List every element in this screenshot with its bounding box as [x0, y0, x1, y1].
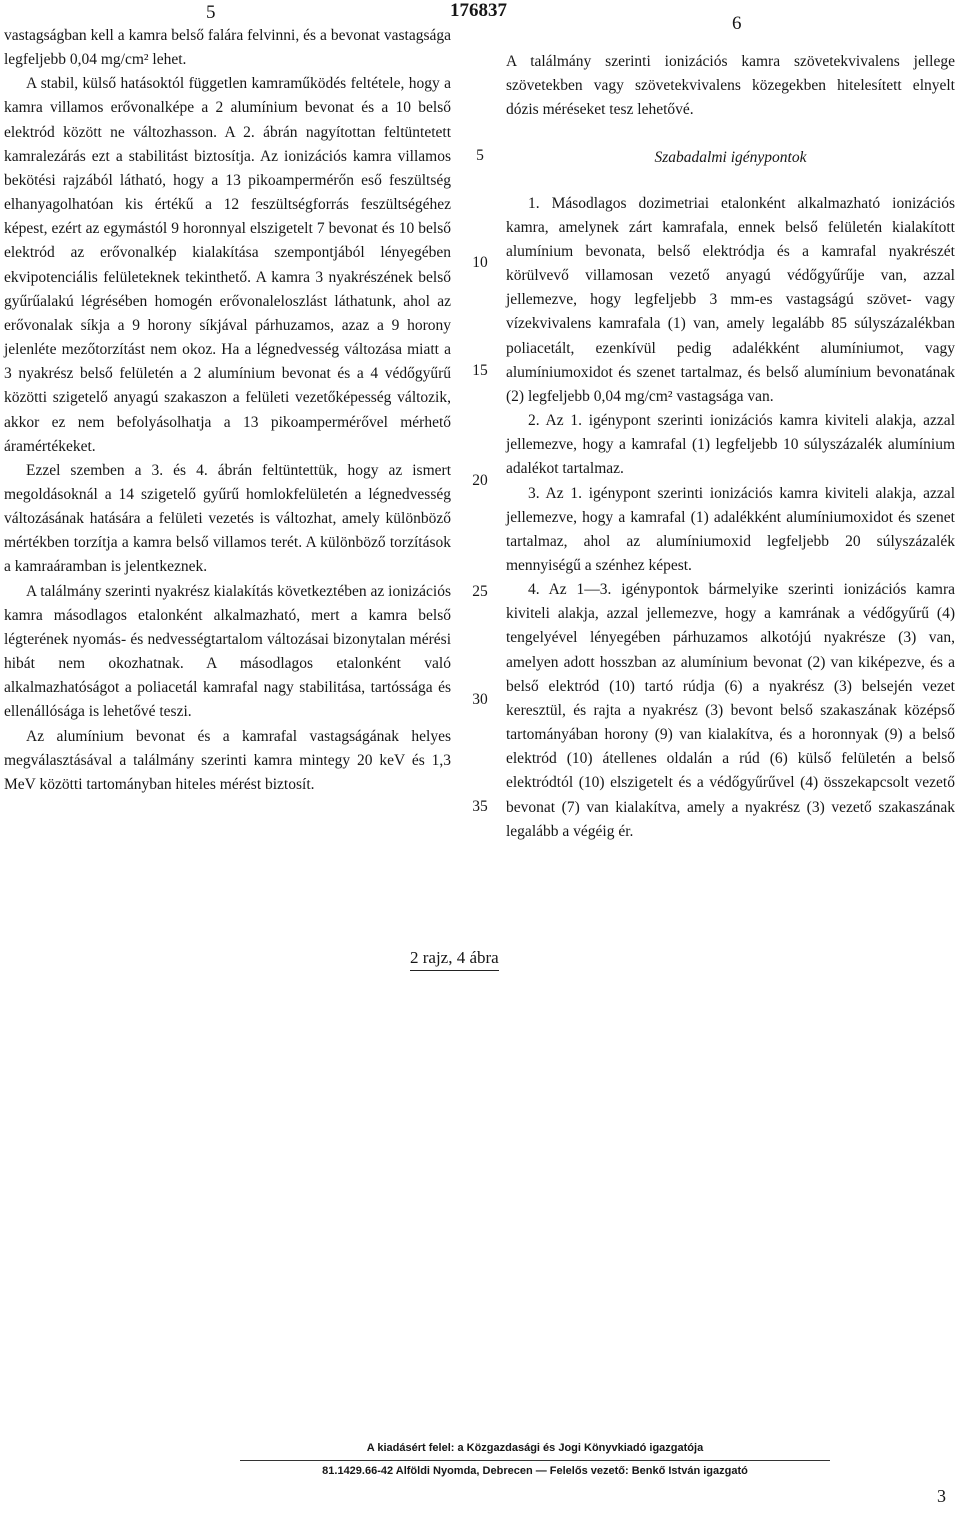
line-number: 10	[472, 254, 488, 271]
printer-line: 81.1429.66-42 Alföldi Nyomda, Debrecen — Felelős vezető: Benkő István igazgató	[322, 1465, 748, 1477]
right-column	[506, 50, 955, 844]
claim-paragraph: 4. Az 1—3. igénypontok bármelyike szerinti ionizációs kamra kiviteli alakja, azzal jellemezve, hogy a kamrának a védőgyűrű (4) tengelyével lényegében párhuzamos alkotójú nyakrésze (3) van, amelyen adott hosszban az alumínium bevonat (2) van kiképezve, és a belső elektród (10) tartó rúdja (6) a nyakrész (3) belsején vezet keresztül, és rajta a nyakrész (3) bevont belső szakaszának középső tartományában horony (9) van kialakítva, és a horonnyak (9) a belső elektród (10) átellenes oldalán a rúd (6) külső felületén a belső elektródtól (10) elszigetelt és a védőgyűrűvel (4) összekapcsolt vezető bevonat (7) van kialakítva, amely a nyakrész (3) vezető szakaszának legalább a végéig ér.	[506, 581, 955, 840]
left-paragraph: Ezzel szemben a 3. és 4. ábrán feltüntettük, hogy az ismert megoldásoknál a 14 szigetelő gyűrű homlokfelületén a légnedvesség változásának hatására a felületi vezetés is változhat, amely különböző mértékben torzítja a kamra belső villamos terét. A különböző torzítások a kamraáramban is jelentkeznek.	[4, 461, 451, 576]
line-number: 30	[472, 691, 488, 708]
sheet-number: 3	[937, 1486, 946, 1506]
line-number: 20	[472, 472, 488, 489]
page-number-left: 5	[206, 2, 216, 23]
left-paragraph: A találmány szerinti nyakrész kialakítás következtében az ionizációs kamra másodlagos etalonként alkalmazható, mert a kamra belső légterének nyomás- és nedvességtartalom változásai bizonytalan mérési hibát nem okozhatnak. A másodlagos etalonként való alkalmazhatóságot a poliacetál kamrafal nagy stabilitása, tartóssága és ellenállósága is lehetővé teszi.	[4, 582, 451, 721]
claim-paragraph: 2. Az 1. igénypont szerinti ionizációs kamra kiviteli alakja, azzal jellemezve, hogy a kamrafal (1) legfeljebb 10 súlyszázalék alumínium adalékot tartalmaz.	[506, 412, 955, 478]
claims-heading: Szabadalmi igénypontok	[654, 149, 807, 167]
footer-rule	[240, 1460, 830, 1461]
line-number: 5	[476, 147, 484, 164]
publisher-line: A kiadásért felel: a Közgazdasági és Jogi Könyvkiadó igazgatója	[366, 1442, 704, 1454]
drawings-note: 2 rajz, 4 ábra	[410, 948, 499, 971]
left-column	[4, 24, 451, 797]
line-number: 35	[472, 798, 488, 815]
line-number: 25	[472, 583, 488, 600]
left-paragraph: vastagságban kell a kamra belső falára felvinni, és a bevonat vastagsága legfeljebb 0,04 mg/cm² lehet.	[4, 27, 451, 69]
line-number: 15	[472, 362, 488, 379]
claim-paragraph: 3. Az 1. igénypont szerinti ionizációs kamra kiviteli alakja, azzal jellemezve, hogy a kamrafal (1) adalékként alumíniumoxidot és szenet tartalmaz, ahol az alumíniumoxid legfeljebb 20 súlyszázalék mennyiségű a szénhez képest.	[506, 484, 955, 574]
intro-paragraph: A találmány szerinti ionizációs kamra szövetekvivalens jellege szövetekben vagy szövetekvivalens közegekben hitelesített elnyelt dózis méréseket tesz lehetővé.	[506, 53, 955, 119]
left-paragraph: Az alumínium bevonat és a kamrafal vastagságának helyes megválasztásával a találmány szerinti kamra mintegy 20 keV és 1,3 MeV közötti tartományban hiteles mérést biztosít.	[4, 727, 451, 793]
page-number-right: 6	[732, 13, 742, 34]
claim-paragraph: 1. Másodlagos dozimetriai etalonként alkalmazható ionizációs kamra, amelynek zárt kamrafala, ennek belső felületén kialakított alumínium bevonata, belső elektródja és a kamrafal nyakrészét körülvevő villamosan vezető anyagú védőgyűrűje van, azzal jellemezve, hogy legfeljebb 3 mm-es vastagságú szövet- vagy vízekvivalens kamrafala (1) van, amely legalább 85 súlyszázalékban poliacetált, ezenkívül pedig adalékként alumíniumot, vagy alumíniumoxidot és szenet tartalmaz, és belső alumínium bevonatának (2) legfeljebb 0,04 mg/cm² vastagsága van.	[506, 194, 955, 405]
patent-number: 176837	[450, 0, 507, 21]
left-paragraph: A stabil, külső hatásoktól független kamraműködés feltétele, hogy a kamra villamos erővonalképe a 2 alumínium bevonat és a 10 belső elektród között ne változhasson. A 2. ábrán nagyítottan feltüntetett kamralezárás ezt a stabilitást biztosítja. Az ionizációs kamra villamos bekötési rajzából látható, hogy a 13 pikoampermérőn eső feszültség elhanyagolhatóan kis értékű a 12 feszültségforrás feszültségéhez képest, ezért az egymástól 9 horonnyal elszigetelt 7 bevonat és 10 belső elektród az erővonalkép kialakítása szempontjából lényegében ekvipotenciális felületeknek tekinthető. A kamra 3 nyakrészének belső gyűrűalakú légrésében homogén erővonaleloszlást láthatunk, ahol az erővonalak síkja a 9 horony síkjával párhuzamos, azaz a 9 horony jelenléte mezőtorzítást nem okoz. Ha a légnedvesség változása miatt a 3 nyakrész belső felületén a 2 alumínium bevonat és a 4 védőgyűrű közötti szigetelő anyagú szakaszon a felületi vezetőképesség változik, akkor ez nem befolyásolhatja a 13 pikoampermérővel mérhető áramértékeket.	[4, 75, 451, 455]
